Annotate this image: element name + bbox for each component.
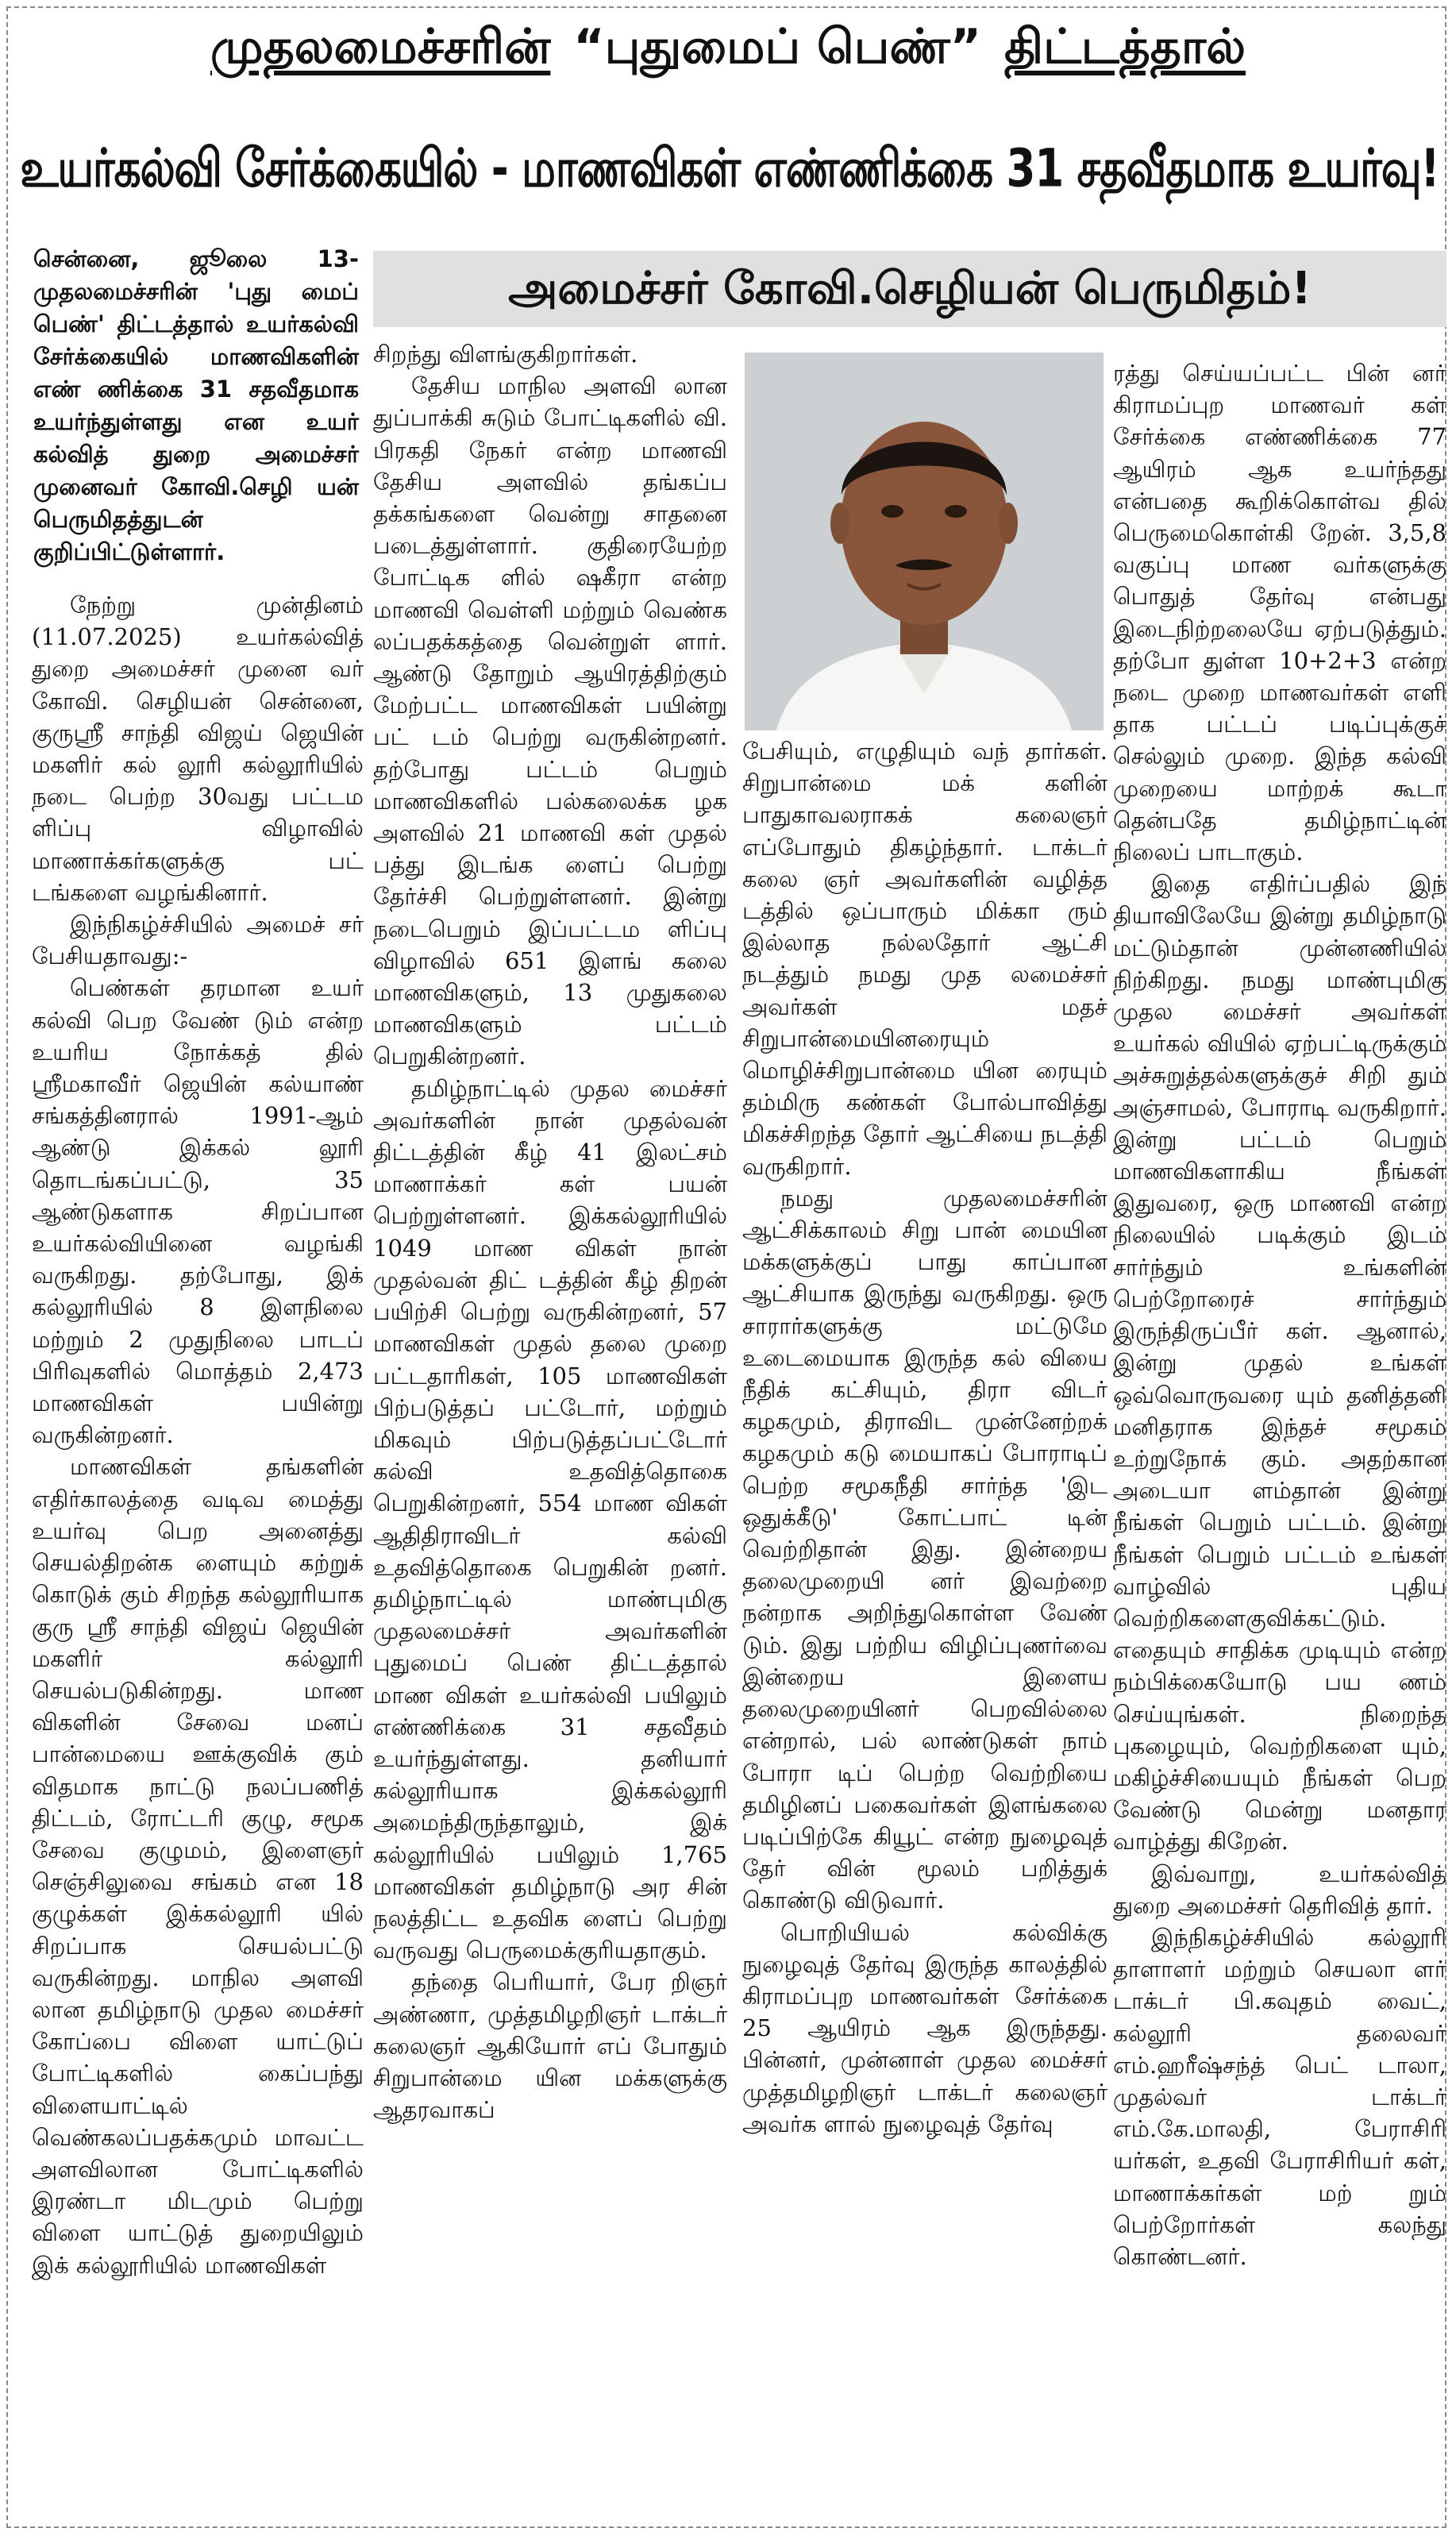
paragraph: பேசியும், எழுதியும் வந் தார்கள். சிறுபான்மை மக் களின் பாதுகாவலராகக் கலைஞர் எப்போதும் திகழ்ந்தார். டாக்டர் கலை ஞர் அவர்களின் வழித்த டத்தில் ஒப்பாரும் மிக்கா ரும் இல்லாத நல்லதோர் ஆட்சி நடத்தும் நமது முத லமைச்சர் அவர்கள் மதச் சிறுபான்மையினரையும் மொழிச்சிறுபான்மை யின ரையும் தம்மிரு கண்கள் போல்பாவித்து மிகச்சிறந்த தோர் ஆட்சியை நடத்தி வருகிறார். (742, 738, 1107, 1180)
paragraph: தேசிய மாநில அளவி லான துப்பாக்கி சுடும் போட்டிகளில் வி. பிரகதி நேகர் என்ற மாணவி தேசிய அளவில் தங்கப்ப தக்கங்களை வென்று சாதனை படைத்துள்ளார். குதிரையேற்ற போட்டிக ளில் ஷகீரா என்ற மாணவி வெள்ளி மற்றும் வெண்க லப்பதக்கத்தை வென்றுள் ளார். ஆண்டு தோறும் ஆயிரத்திற்கும் மேற்பட்ட மாணவிகள் பயின்று பட் டம் பெற்று வருகின்றனர். தற்போது பட்டம் பெறும் மாணவிகளில் பல்கலைக்க ழக அளவில் 21 மாணவி கள் முதல் பத்து இடங்க ளைப் பெற்று தேர்ச்சி பெற்றுள்ளனர். இன்று நடைபெறும் இப்பட்டம ளிப்பு விழாவில் 651 இளங் கலை மாணவிகளும், 13 முதுகலை மாணவிகளும் பட்டம் பெறுகின்றனர். (373, 372, 727, 1070)
paragraph: பெண்கள் தரமான உயர் கல்வி பெற வேண் டும் என்ற உயரிய நோக்கத் தில் ஸ்ரீமகாவீர் ஜெயின் கல்யாண் சங்கத்தினரால் 1991-ஆம் ஆண்டு இக்கல் லூரி தொடங்கப்பட்டு, 35 ஆண்டுகளாக சிறப்பான உயர்கல்வியினை வழங்கி வருகிறது. தற்போது, இக் கல்லூரியில் 8 இளநிலை மற்றும் 2 முதுநிலை பாடப் பிரிவுகளில் மொத்தம் 2,473 மாணவிகள் பயின்று வருகின்றனர். (32, 974, 364, 1449)
paragraph: ரத்து செய்யப்பட்ட பின் னர் கிராமப்புற மாணவர் கள் சேர்க்கை எண்ணிக்கை 77 ஆயிரம் ஆக உயர்ந்தது என்பதை கூறிக்கொள்வ தில் பெருமைகொள்கி றேன். 3,5,8 வகுப்பு மாண வர்களுக்கு பொதுத் தேர்வு என்பது இடைநிற்றலையே ஏற்படுத்தும். தற்போ துள்ள 10+2+3 என்ற நடை முறை மாணவர்கள் எளி தாக பட்டப் படிப்புக்குச் செல்லும் முறை. இந்த கல்வி முறையை மாற்றக் கூடா தென்பதே தமிழ்நாட்டின் நிலைப் பாடாகும். (1113, 360, 1446, 866)
paragraph: இந்நிகழ்ச்சியில் அமைச் சர் பேசியதாவது:- (32, 911, 364, 970)
kicker-headline (0, 11, 1456, 83)
paragraph: இந்நிகழ்ச்சியில் கல்லூரி தாளாளர் மற்றும் செயலா ளர் டாக்டர் பி.கவுதம் வைட், கல்லூரி தலைவர் எம்.ஹரீஷ்சந்த் பெட் டாலா, முதல்வர் டாக்டர் எம்.கே.மாலதி, பேராசிரி யர்கள், உதவி பேராசிரியர் கள், மாணாக்கர்கள் மற் றும் பெற்றோர்கள் கலந்து கொண்டனர். (1113, 1923, 1446, 2270)
paragraph: நமது முதலமைச்சரின் ஆட்சிக்காலம் சிறு பான் மையின மக்களுக்குப் பாது காப்பான ஆட்சியாக இருந்து வருகிறது. ஒரு சாரார்களுக்கு மட்டுமே உடைமையாக இருந்த கல் வியை நீதிக் கட்சியும், திரா விடர் கழகமும், திராவிட முன்னேற்றக் கழகமும் கடு மையாகப் போராடிப் பெற்ற சமூகநீதி சார்ந்த 'இட ஒதுக்கீடு' கோட்பாட் டின் வெற்றிதான் இது. இன்றைய தலைமுறையி னர் இவற்றை நன்றாக அறிந்துகொள்ள வேண் டும். இது பற்றிய விழிப்புணர்வை இன்றைய இளைய தலைமுறையினர் பெறவில்லை என்றால், பல் லாண்டுகள் நாம் போரா டிப் பெற்ற வெற்றியை தமிழினப் பகைவர்கள் இளங்கலை படிப்பிற்கே கியூட் என்ற நுழைவுத் தேர் வின் மூலம் பறித்துக் கொண்டு விடுவார். (742, 1184, 1107, 1914)
paragraph: பொறியியல் கல்விக்கு நுழைவுத் தேர்வு இருந்த காலத்தில் கிராமப்புற மாணவர்கள் சேர்க்கை 25 ஆயிரம் ஆக இருந்தது. பின்னர், முன்னாள் முதல மைச்சர் முத்தமிழறிஞர் டாக்டர் கலைஞர் அவர்க ளால் நுழைவுத் தேர்வு (742, 1918, 1107, 2137)
kicker-part-1: முதலமைச்சரின் (210, 19, 551, 75)
paragraph: மாணவிகள் தங்களின் எதிர்காலத்தை வடிவ மைத்து உயர்வு பெற அனைத்து செயல்திறன்க ளையும் கற்றுக் கொடுக் கும் சிறந்த கல்லூரியாக குரு ஸ்ரீ சாந்தி விஜய் ஜெயின் மகளிர் கல்லூரி செயல்படுகின்றது. மாண விகளின் சேவை மனப் பான்மையை ஊக்குவிக் கும் விதமாக நாட்டு நலப்பணித் திட்டம், ரோட்டரி குழு, சமூக சேவை குழுமம், இளைஞர் செஞ்சிலுவை சங்கம் என 18 குழுக்கள் இக்கல்லூரி யில் சிறப்பாக செயல்பட்டு வருகின்றது. மாநில அளவி லான தமிழ்நாடு முதல மைச்சர் கோப்பை விளை யாட்டுப் போட்டிகளில் கைப்பந்து விளையாட்டில் வெண்கலப்பதக்கமும் மாவட்ட அளவிலான போட்டிகளில் இரண்டா மிடமும் பெற்று விளை யாட்டுத் துறையிலும் இக் கல்லூரியில் மாணவிகள் (32, 1453, 364, 2279)
subheadline: அமைச்சர் கோவி.செழியன் பெருமிதம்! (373, 251, 1446, 327)
kicker-part-2: திட்டத்தால் (1004, 19, 1246, 75)
article-column-4 (1113, 357, 1446, 2272)
article-column-2 (373, 338, 727, 2126)
paragraph: நேற்று முன்தினம் (11.07.2025) உயர்கல்வித் துறை அமைச்சர் முனை வர் கோவி. செழியன் சென்னை, குருஸ்ரீ சாந்தி விஜய் ஜெயின் மகளிர் கல் லூரி கல்லூரியில் நடை பெற்ற 30வது பட்டம ளிப்பு விழாவில் மாணாக்கர்களுக்கு பட் டங்களை வழங்கினார். (32, 592, 364, 906)
paragraph: தந்தை பெரியார், பேர றிஞர் அண்ணா, முத்தமிழறிஞர் டாக்டர் கலைஞர் ஆகியோர் எப் போதும் சிறுபான்மை யின மக்களுக்கு ஆதரவாகப் (373, 1968, 727, 2124)
kicker-quoted-scheme: “புதுமைப் பெண்” (573, 19, 982, 75)
article-column-3 (742, 735, 1107, 2140)
lead-paragraph: சென்னை, ஜூலை 13- முதலமைச்சரின் 'புது மைப் பெண்' திட்டத்தால் உயர்கல்வி சேர்க்கையில் மாணவிகளின் எண் ணிக்கை 31 சதவீதமாக உயர்ந்துள்ளது என உயர் கல்வித் துறை அமைச்சர் முனைவர் கோவி.செழி யன் பெருமிதத்துடன் குறிப்பிட்டுள்ளார். (33, 245, 359, 565)
article-column-1 (32, 589, 364, 2281)
paragraph: இதை எதிர்ப்பதில் இந் தியாவிலேயே இன்று தமிழ்நாடு மட்டும்தான் முன்னணியில் நிற்கிறது. நமது மாண்புமிகு முதல மைச்சர் அவர்கள் உயர்கல் வியில் ஏற்பட்டிருக்கும் அச்சுறுத்தல்களுக்குச் சிறி தும் அஞ்சாமல், போராடி வருகிறார். இன்று பட்டம் பெறும் மாணவிகளாகிய நீங்கள் இதுவரை, ஒரு மாணவி என்ற நிலையில் படிக்கும் இடம் சார்ந்தும் உங்களின் பெற்றோரைச் சார்ந்தும் இருந்திருப்பீர் கள். ஆனால், இன்று முதல் உங்கள் ஒவ்வொருவரை யும் தனித்தனி மனிதராக இந்தச் சமூகம் உற்றுநோக் கும். அதற்கான அடையா ளம்தான் இன்று நீங்கள் பெறும் பட்டம். இன்று நீங்கள் பெறும் பட்டம் உங்கள் வாழ்வில் புதிய வெற்றிகளைகுவிக்கட்டும். எதையும் சாதிக்க முடியும் என்ற நம்பிக்கையோடு பய ணம் செய்யுங்கள். நிறைந்த புகழையும், வெற்றிகளை யும், மகிழ்ச்சியையும் நீங்கள் பெற வேண்டு மென்று மனதார வாழ்த்து கிறேன். (1113, 870, 1446, 1856)
paragraph: சிறந்து விளங்குகிறார்கள். (373, 341, 638, 368)
paragraph: இவ்வாறு, உயர்கல்வித் துறை அமைச்சர் தெரிவித் தார். (1113, 1860, 1446, 1919)
paragraph: தமிழ்நாட்டில் முதல மைச்சர் அவர்களின் நான் முதல்வன் திட்டத்தின் கீழ் 41 இலட்சம் மாணாக்கர் கள் பயன் பெற்றுள்ளனர். இக்கல்லூரியில் 1049 மாண விகள் நான் முதல்வன் திட் டத்தின் கீழ் திறன் பயிற்சி பெற்று வருகின்றனர், 57 மாணவிகள் முதல் தலை முறை பட்டதாரிகள், 105 மாணவிகள் பிற்படுத்தப் பட்டோர், மற்றும் மிகவும் பிற்படுத்தப்பட்டோர் கல்வி உதவித்தொகை பெறுகின்றனர், 554 மாண விகள் ஆதிதிராவிடர் கல்வி உதவித்தொகை பெறுகின் றனர். தமிழ்நாட்டில் மாண்புமிகு முதலமைச்சர் அவர்களின் புதுமைப் பெண் திட்டத்தால் மாண விகள் உயர்கல்வி பயிலும் எண்ணிக்கை 31 சதவீதம் உயர்ந்துள்ளது. தனியார் கல்லூரியாக இக்கல்லூரி அமைந்திருந்தாலும், இக் கல்லூரியில் பயிலும் 1,765 மாணவிகள் தமிழ்நாடு அர சின் நலத்திட்ட உதவிக ளைப் பெற்று வருவது பெருமைக்குரியதாகும். (373, 1074, 727, 1964)
main-headline: உயர்கல்வி சேர்க்கையில் - மாணவிகள் எண்ணிக்கை 31 சதவீதமாக உயர்வு! (20, 138, 1439, 199)
minister-photo (745, 353, 1104, 730)
